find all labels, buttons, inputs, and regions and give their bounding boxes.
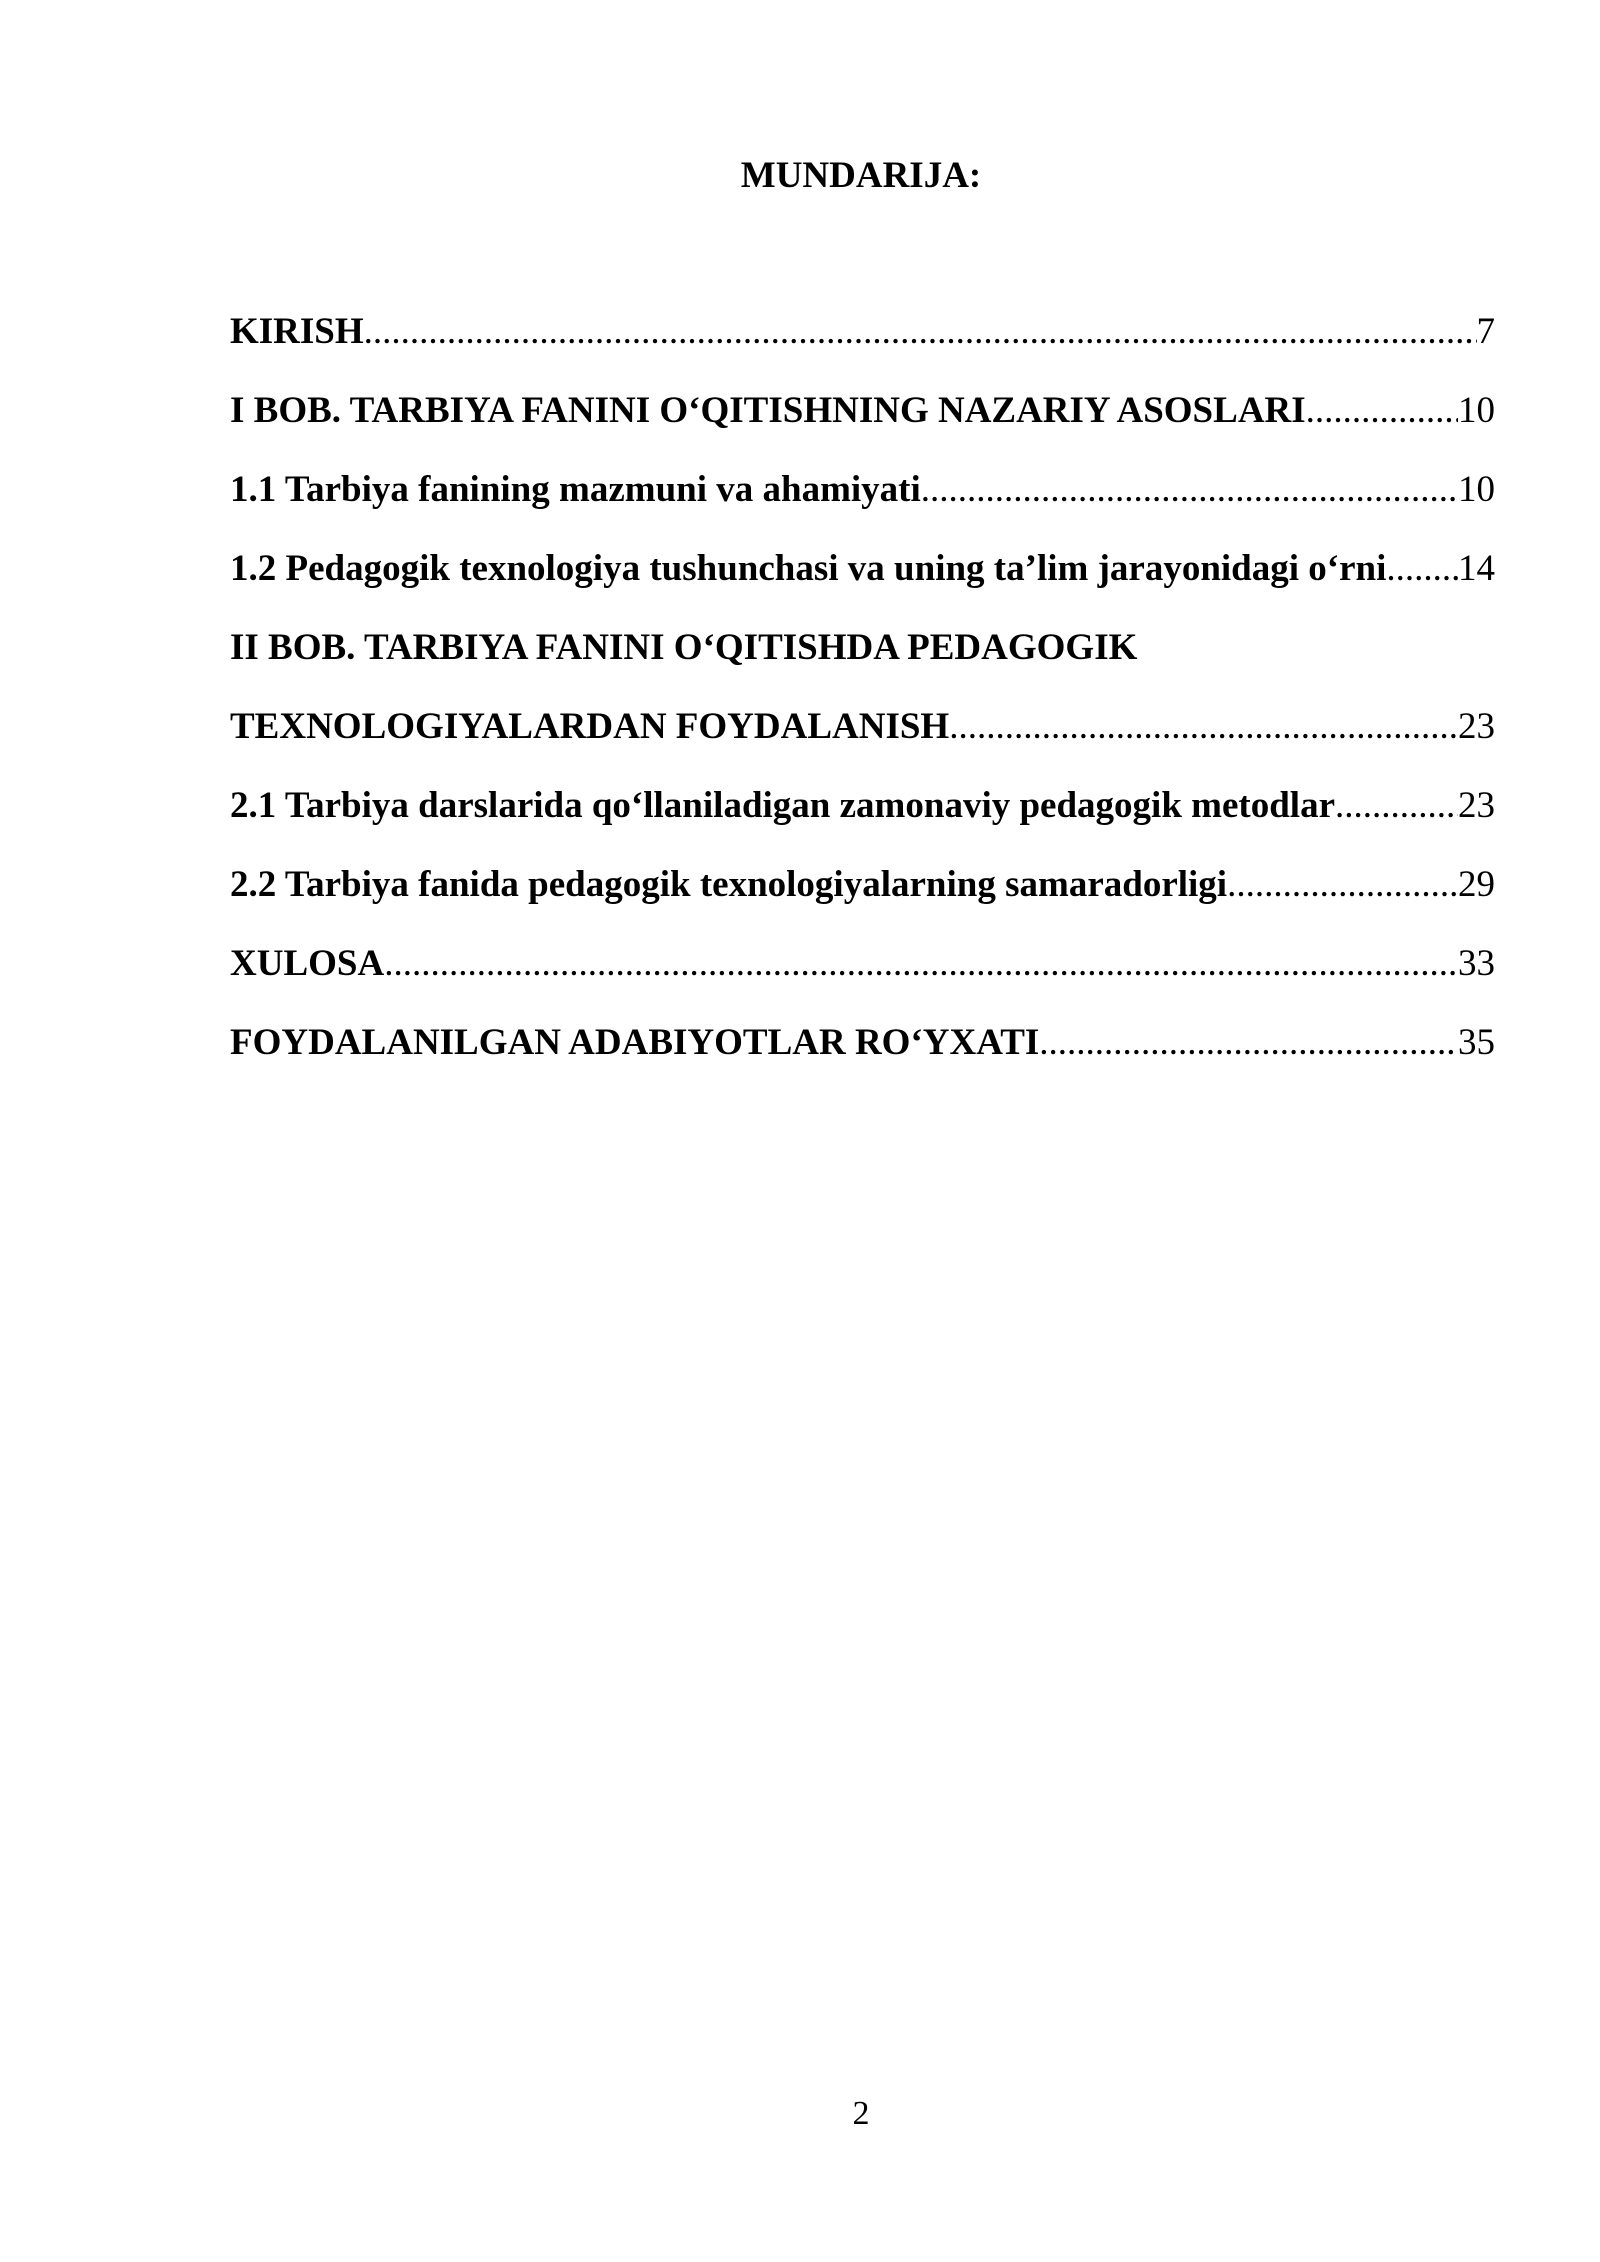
toc-entry-xulosa[interactable] — [230, 924, 1495, 1003]
toc-entry-label: 1.1 Tarbiya fanining mazmuni va ahamiyati — [230, 469, 921, 510]
toc-dot-leader — [1306, 371, 1458, 450]
toc-entry-page: 33 — [1458, 943, 1495, 984]
toc-entry-kirish[interactable] — [230, 292, 1495, 371]
toc-dot-leader — [384, 924, 1458, 1003]
toc-entry-page: 29 — [1458, 864, 1495, 905]
toc-dot-leader — [1039, 1003, 1458, 1082]
toc-entry-page: 14 — [1458, 548, 1495, 589]
toc-dot-leader — [1227, 845, 1458, 924]
toc-entry-page: 10 — [1458, 469, 1495, 510]
toc-entry-chapter-1[interactable] — [230, 371, 1495, 450]
toc-entry-label-line1: II BOB. TARBIYA FANINI O‘QITISHDA PEDAGOGIK — [230, 627, 1138, 668]
toc-entry-section-1-2[interactable] — [230, 529, 1495, 608]
toc-entry-chapter-2-line2 — [230, 687, 1495, 766]
table-of-contents — [230, 292, 1495, 1082]
toc-entry-label: 1.2 Pedagogik texnologiya tushunchasi va uning ta’lim jarayonidagi o‘rni — [230, 548, 1387, 589]
toc-entry-page: 35 — [1458, 1022, 1495, 1063]
toc-dot-leader — [949, 687, 1458, 766]
toc-entry-section-1-1[interactable] — [230, 450, 1495, 529]
toc-dot-leader — [364, 292, 1477, 371]
toc-entry-label: KIRISH — [230, 311, 364, 352]
toc-dot-leader — [921, 450, 1458, 529]
toc-entry-chapter-2[interactable] — [230, 608, 1495, 766]
toc-entry-section-2-2[interactable] — [230, 845, 1495, 924]
toc-entry-page: 23 — [1458, 785, 1495, 826]
toc-entry-page: 23 — [1458, 706, 1495, 747]
toc-entry-label: 2.1 Tarbiya darslarida qo‘llaniladigan zamonaviy pedagogik metodlar — [230, 785, 1336, 826]
toc-entry-page: 7 — [1476, 311, 1495, 352]
toc-entry-references[interactable] — [230, 1003, 1495, 1082]
page-number: 2 — [852, 2095, 870, 2132]
toc-entry-page: 10 — [1458, 390, 1495, 431]
toc-entry-label: FOYDALANILGAN ADABIYOTLAR RO‘YXATI — [230, 1022, 1040, 1063]
toc-dot-leader — [1386, 529, 1458, 608]
page-title: MUNDARIJA: — [740, 155, 982, 196]
toc-entry-label: XULOSA — [230, 943, 385, 984]
toc-entry-section-2-1[interactable] — [230, 766, 1495, 845]
toc-dot-leader — [1335, 766, 1458, 845]
toc-entry-label: 2.2 Tarbiya fanida pedagogik texnologiyalarning samaradorligi — [230, 864, 1228, 905]
toc-entry-label: I BOB. TARBIYA FANINI O‘QITISHNING NAZARIY ASOSLARI — [230, 390, 1306, 431]
toc-entry-label: TEXNOLOGIYALARDAN FOYDALANISH — [230, 706, 950, 747]
